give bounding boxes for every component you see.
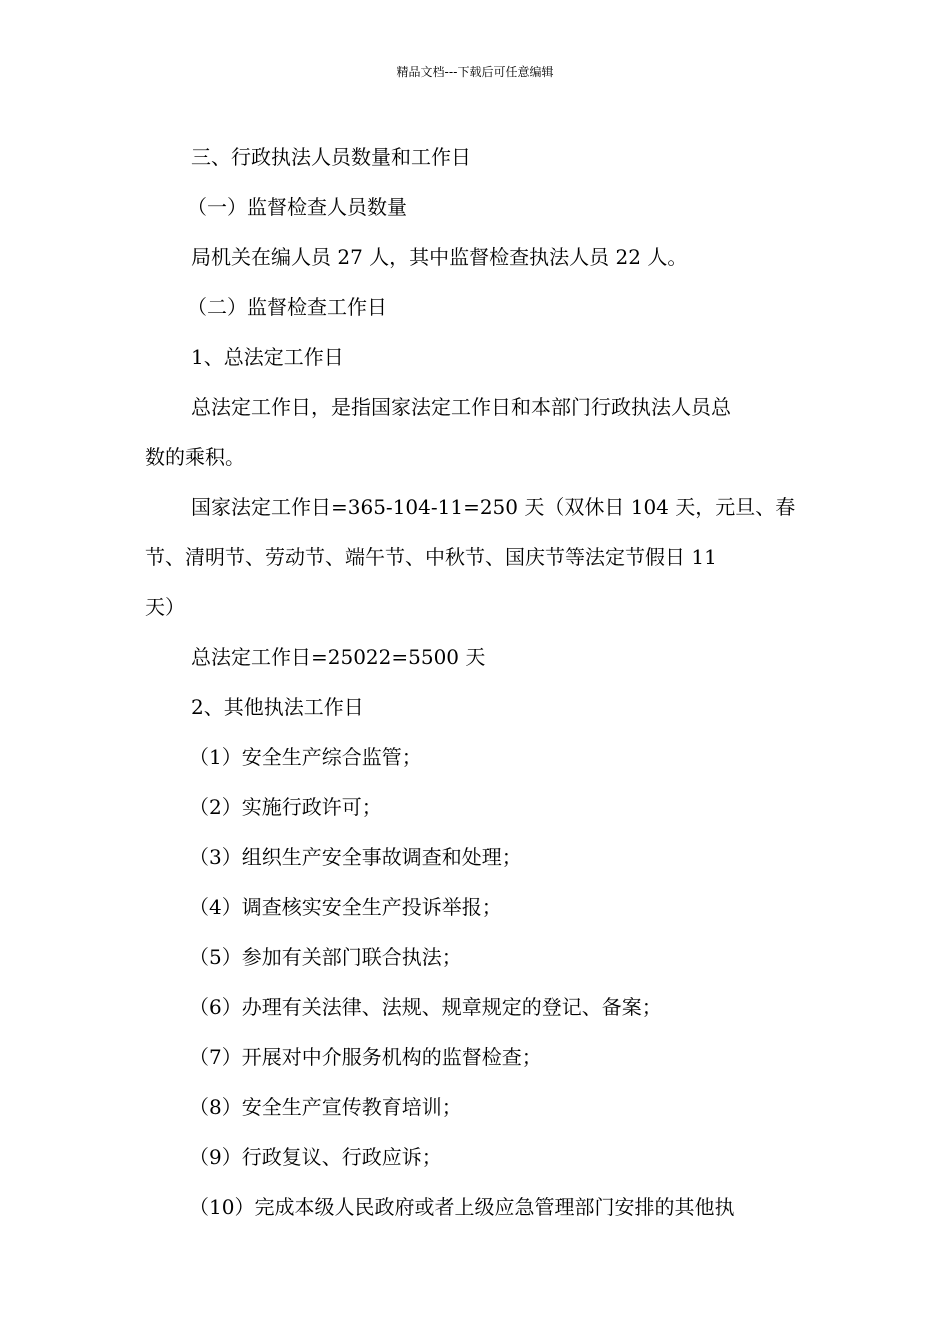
section-title: 三、行政执法人员数量和工作日	[191, 145, 471, 169]
subsection-title-1: （一）监督检查人员数量	[187, 195, 407, 219]
list-item: （3）组织生产安全事故调查和处理；	[189, 845, 522, 869]
list-item: （9）行政复议、行政应诉；	[189, 1145, 442, 1169]
list-item: （5）参加有关部门联合执法；	[189, 945, 462, 969]
item-1-calculation-line-3: 天）	[145, 595, 185, 619]
list-item: （2）实施行政许可；	[189, 795, 382, 819]
item-1-definition-line-1: 总法定工作日，是指国家法定工作日和本部门行政执法人员总	[191, 395, 731, 419]
list-item: （7）开展对中介服务机构的监督检查；	[189, 1045, 542, 1069]
item-2-title: 2、其他执法工作日	[191, 695, 364, 719]
list-item: （4）调查核实安全生产投诉举报；	[189, 895, 502, 919]
list-item: （10）完成本级人民政府或者上级应急管理部门安排的其他执	[189, 1195, 735, 1219]
list-item: （6）办理有关法律、法规、规章规定的登记、备案；	[189, 995, 662, 1019]
item-1-title: 1、总法定工作日	[191, 345, 344, 369]
item-1-calculation-line-1: 国家法定工作日=365-104-11=250 天（双休日 104 天，元旦、春	[191, 495, 796, 519]
subsection-1-text: 局机关在编人员 27 人，其中监督检查执法人员 22 人。	[191, 245, 688, 269]
item-1-total: 总法定工作日=25022=5500 天	[191, 645, 486, 669]
page-header: 精品文档---下载后可任意编辑	[396, 65, 554, 79]
subsection-title-2: （二）监督检查工作日	[187, 295, 387, 319]
list-item: （8）安全生产宣传教育培训；	[189, 1095, 462, 1119]
list-item: （1）安全生产综合监管；	[189, 745, 422, 769]
item-1-calculation-line-2: 节、清明节、劳动节、端午节、中秋节、国庆节等法定节假日 11	[145, 545, 717, 569]
item-1-definition-line-2: 数的乘积。	[145, 445, 245, 469]
document-body	[145, 132, 815, 1232]
